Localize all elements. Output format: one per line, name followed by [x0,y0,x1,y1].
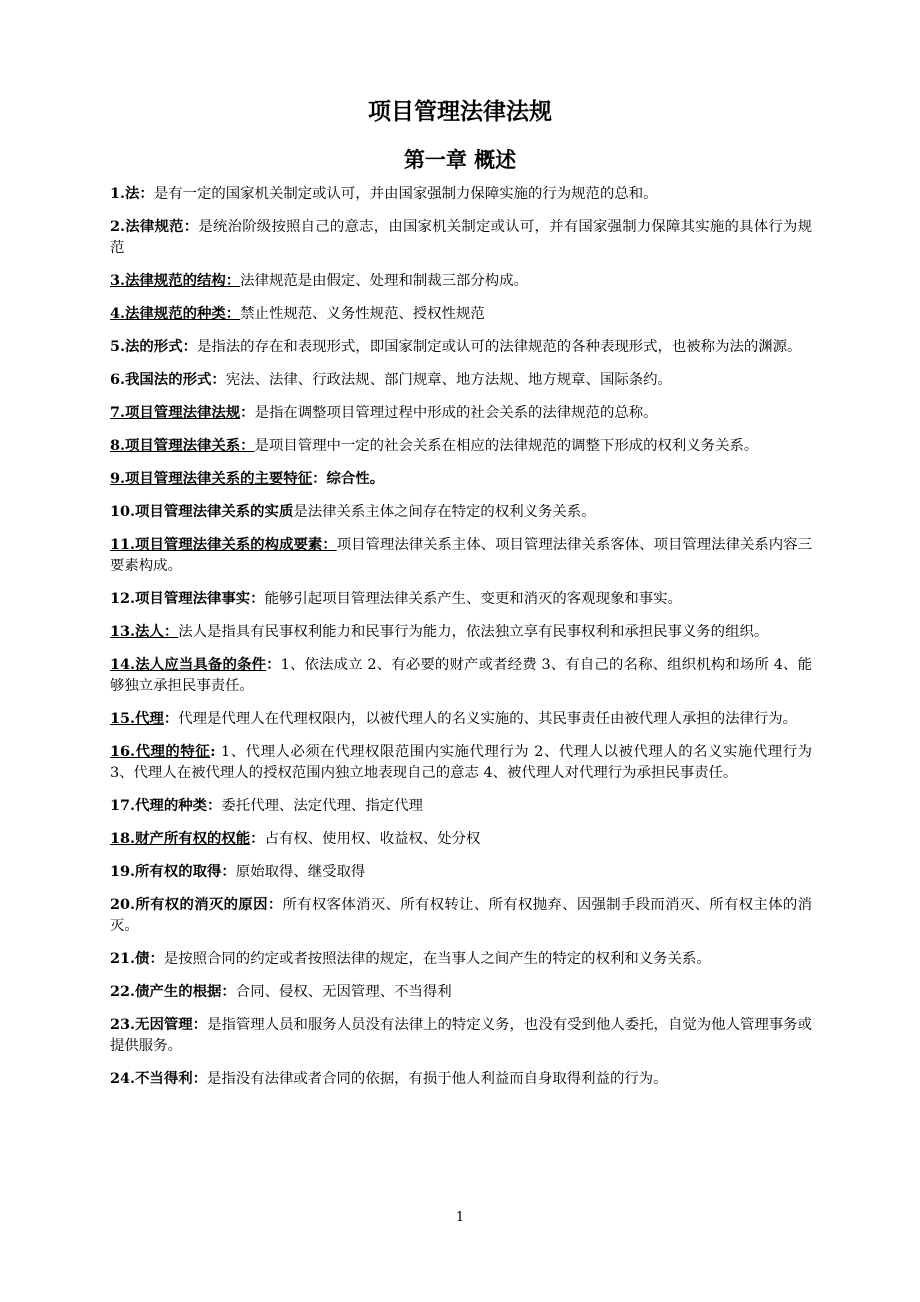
definition-body: 项目管理法律关系主体、项目管理法律关系客体、项目管理法律关系内容三要素构成。 [110,537,812,574]
definition-separator: ： [192,1070,208,1087]
definition-entry [110,369,812,391]
definition-body: 是指法的存在和表现形式，即国家制定或认可的法律规范的各种表现形式，也被称为法的渊源。 [197,339,802,355]
definition-entry [110,894,812,937]
definition-entry [110,270,812,292]
definition-entry [110,468,812,490]
definition-separator: ： [312,470,327,487]
definition-term: 21.债 [110,950,150,967]
definition-term: 22.债产生的根据 [110,983,222,1000]
definition-entry [110,795,812,817]
definition-entry [110,741,812,784]
definition-separator: ： [182,338,197,355]
definition-term: 4.法律规范的种类： [110,305,241,322]
definition-separator: ： [250,590,265,607]
definition-body: 是法律关系主体之间存在特定的权利义务关系。 [293,504,596,520]
definition-body: 所有权客体消灭、所有权转让、所有权抛弃、因强制手段而消灭、所有权主体的消灭。 [110,897,812,934]
definition-body: 占有权、使用权、收益权、处分权 [264,831,481,847]
definition-term: 6.我国法的形式 [110,371,212,388]
definition-body: 原始取得、继受取得 [235,864,366,880]
definition-term: 7.项目管理法律法规 [110,404,241,421]
definition-term: 24.不当得利 [110,1070,193,1087]
definition-separator: ： [266,656,281,673]
definition-body: 委托代理、法定代理、指定代理 [221,798,423,814]
definition-entry [110,861,812,883]
definition-body: 是按照合同的约定或者按照法律的规定，在当事人之间产生的特定的权利和义务关系。 [163,951,711,967]
definition-term: 19.所有权的取得 [110,863,222,880]
definition-body: 宪法、法律、行政法规、部门规章、地方法规、地方规章、国际条约。 [225,372,672,388]
definition-term: 1.法 [110,185,140,202]
definition-separator: ： [250,830,265,847]
definition-term: 2.法律规范 [110,218,184,235]
definition-term: 14.法人应当具备的条件 [110,656,267,673]
definition-body: 是指在调整项目管理过程中形成的社会关系的法律规范的总称。 [254,405,658,421]
definition-separator: ： [267,896,283,913]
definition-term: 8.项目管理法律关系： [110,437,255,454]
chapter-title: 第一章 概述 [403,147,517,172]
definition-entry [110,1068,812,1090]
definition-separator: ： [207,797,222,814]
definition-body: 综合性。 [326,470,385,487]
definition-entry [110,534,812,577]
definition-term: 9.项目管理法律关系的主要特征 [110,470,313,487]
definition-entry [110,654,812,697]
document-title: 项目管理法律法规 [368,98,552,125]
definition-entry [110,183,812,205]
definition-term: 15.代理 [110,710,164,727]
definition-term: 5.法的形式 [110,338,183,355]
definition-entry [110,402,812,424]
definition-separator: ： [221,863,236,880]
definition-term: 3.法律规范的结构： [110,272,241,289]
definition-entry [110,948,812,970]
definition-entry [110,303,812,325]
definition-body: 代理是代理人在代理权限内，以被代理人的名义实施的、其民事责任由被代理人承担的法律行为。 [178,711,798,727]
definition-term: 23.无因管理 [110,1016,193,1033]
definition-list [110,183,812,1101]
definition-term: 13.法人： [110,623,179,640]
definition-body: 是项目管理中一定的社会关系在相应的法律规范的调整下形成的权利义务关系。 [254,438,759,454]
definition-body: 法律规范是由假定、处理和制裁三部分构成。 [240,273,528,289]
definition-separator: ： [240,404,255,421]
definition-entry [110,588,812,610]
definition-entry [110,1014,812,1057]
definition-separator: ： [163,710,179,727]
definition-body: 1、依法成立 2、有必要的财产或者经费 3、有自己的名称、组织机构和场所 4、能够独立承担民事责任。 [110,657,812,694]
definition-body: 1、代理人必须在代理权限范围内实施代理行为 2、代理人以被代理人的名义实施代理行为 3、代理人在被代理人的授权范围内独立地表现自己的意志 4、被代理人对代理行为承担民事责任。 [110,744,813,781]
definition-term: 10.项目管理法律关系的实质 [110,503,294,520]
definition-body: 能够引起项目管理法律关系产生、变更和消灭的客观现象和事实。 [264,591,682,607]
definition-separator: ： [221,983,236,1000]
definition-entry [110,336,812,358]
definition-body: 是有一定的国家机关制定或认可，并由国家强制力保障实施的行为规范的总和。 [153,186,658,202]
definition-entry [110,501,812,523]
definition-separator: : [210,743,222,760]
definition-term: 18.财产所有权的权能 [110,830,251,847]
definition-entry [110,216,812,259]
definition-entry [110,708,812,730]
definition-body: 禁止性规范、义务性规范、授权性规范 [240,306,485,322]
definition-body: 是指管理人员和服务人员没有法律上的特定义务，也没有受到他人委托，自觉为他人管理事务或提供服务。 [110,1017,812,1054]
definition-body: 是指没有法律或者合同的依据，有损于他人利益而自身取得利益的行为。 [207,1071,668,1087]
definition-term: 16.代理的特征 [110,743,211,760]
definition-body: 法人是指具有民事权利能力和民事行为能力，依法独立享有民事权利和承担民事义务的组织。 [178,624,769,640]
page-number: 1 [455,1210,465,1225]
definition-entry [110,435,812,457]
definition-separator: ： [211,371,226,388]
definition-separator: ： [192,1016,208,1033]
definition-term: 11.项目管理法律关系的构成要素： [110,536,337,553]
definition-separator: ： [139,185,154,202]
definition-body: 合同、侵权、无因管理、不当得利 [235,984,452,1000]
definition-entry [110,621,812,643]
definition-entry [110,981,812,1003]
definition-term: 12.项目管理法律事实 [110,590,251,607]
definition-term: 20.所有权的消灭的原因 [110,896,268,913]
definition-entry [110,828,812,850]
definition-separator: ： [183,218,199,235]
definition-separator: ： [149,950,164,967]
definition-body: 是统治阶级按照自己的意志，由国家机关制定或认可，并有国家强制力保障其实施的具体行为规范 [110,219,812,256]
definition-term: 17.代理的种类 [110,797,207,814]
